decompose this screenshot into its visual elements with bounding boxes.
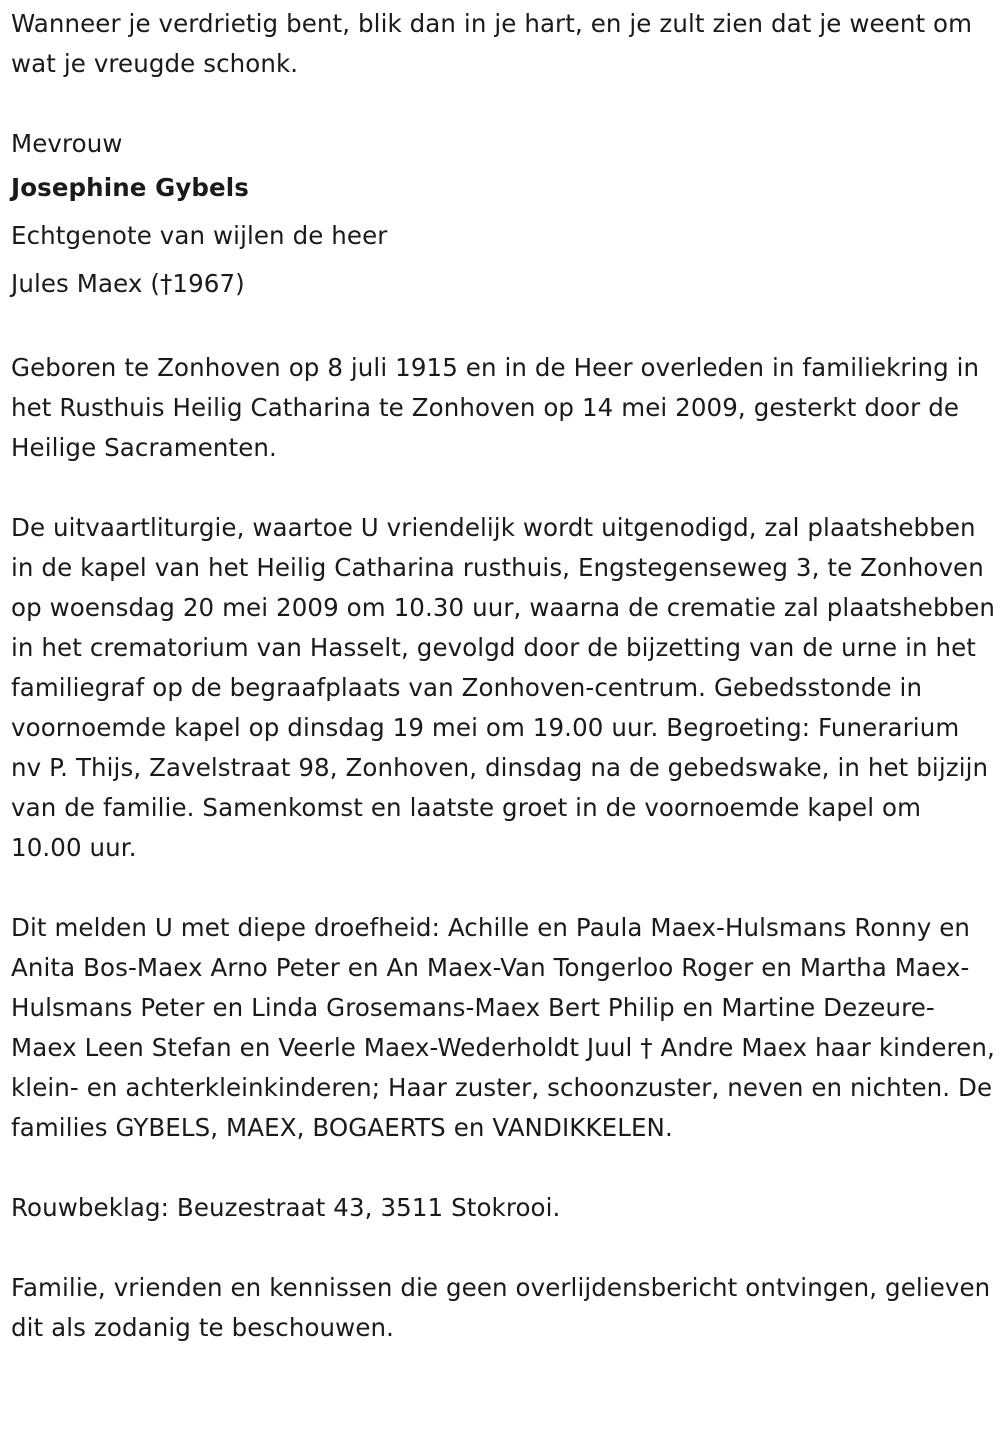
spacer: [11, 84, 996, 124]
family-paragraph: Dit melden U met diepe droefheid: Achille en Paula Maex-Hulsmans Ronny en Anita Bos-Maex Arno Peter en An Maex-Van Tongerloo Roger en Martha Maex-Hulsmans Peter en Linda Grosemans-Maex Bert Philip en Martine Dezeure-Maex Leen Stefan en Veerle Maex-Wederholdt Juul † Andre Maex haar kinderen, klein- en achterkleinkinderen; Haar zuster, schoonzuster, neven en nichten. De families GYBELS, MAEX, BOGAERTS en VANDIKKELEN.: [11, 913, 995, 1142]
closing-paragraph: Familie, vrienden en kennissen die geen overlijdensbericht ontvingen, gelieven dit als zodanig te beschouwen.: [11, 1273, 991, 1342]
birth-death-paragraph: Geboren te Zonhoven op 8 juli 1915 en in de Heer overleden in familiekring in het Rusthuis Heilig Catharina te Zonhoven op 14 mei 2009, gesterkt door de Heilige Sacramenten.: [11, 353, 980, 462]
spacer: [11, 1228, 996, 1268]
salutation: Mevrouw: [11, 129, 123, 158]
spacer: [11, 468, 996, 508]
spacer: [11, 308, 996, 348]
spacer: [11, 1148, 996, 1188]
condolences-address: Rouwbeklag: Beuzestraat 43, 3511 Stokrooi.: [11, 1193, 561, 1222]
spacer: [11, 868, 996, 908]
obituary-document: [11, 4, 996, 1348]
spouse-line-2: Jules Maex (†1967): [11, 269, 245, 298]
opening-quote: Wanneer je verdrietig bent, blik dan in je hart, en je zult zien dat je weent om wat je vreugde schonk.: [11, 9, 973, 78]
spouse-line-1: Echtgenote van wijlen de heer: [11, 221, 388, 250]
funeral-paragraph: De uitvaartliturgie, waartoe U vriendelijk wordt uitgenodigd, zal plaatshebben in de kapel van het Heilig Catharina rusthuis, Engstegenseweg 3, te Zonhoven op woensdag 20 mei 2009 om 10.30 uur, waarna de crematie zal plaatshebben in het crematorium van Hasselt, gevolgd door de bijzetting van de urne in het familiegraf op de begraafplaats van Zonhoven-centrum. Gebedsstonde in voornoemde kapel op dinsdag 19 mei om 19.00 uur. Begroeting: Funerarium nv P. Thijs, Zavelstraat 98, Zonhoven, dinsdag na de gebedswake, in het bijzijn van de familie. Samenkomst en laatste groet in de voornoemde kapel om 10.00 uur.: [11, 513, 996, 862]
deceased-name: Josephine Gybels: [11, 173, 249, 202]
